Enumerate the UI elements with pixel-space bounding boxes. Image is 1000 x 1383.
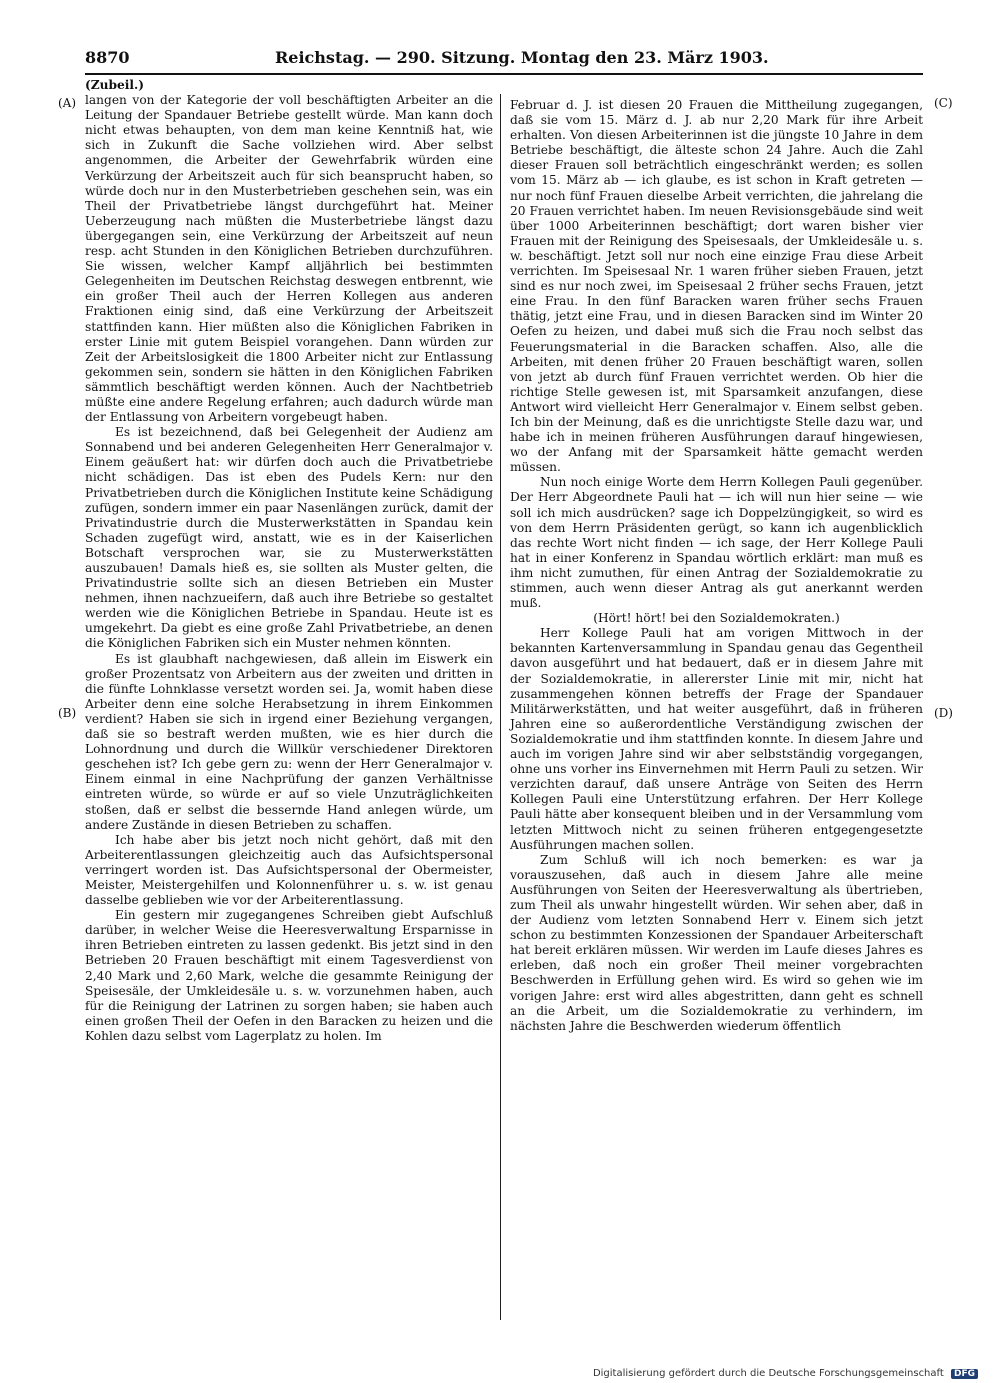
paragraph: Nun noch einige Worte dem Herrn Kollegen Pauli gegenüber. Der Herr Abgeordnete Pauli hat — ich will nun hier seine — wie soll ich mich ausdrücken? sage ich Doppelzüngigkeit, so wird es von dem Herrn Präsidenten gerügt, so kann ich augenblicklich das rechte Wort nicht finden — ich sage, der Herr Kollege Pauli hat in einer Konferenz in Spandau wörtlich erklärt: man muß es ihm nicht zumuthen, für einen Antrag der Sozialdemokratie zu stimmen, auch wenn dieser Antrag als gut anerkannt werden muß. bbox=[510, 475, 923, 611]
paragraph: Herr Kollege Pauli hat am vorigen Mittwoch in der bekannten Kartenversammlung in Spandau genau das Gegentheil davon ausgeführt und hat bedauert, daß er in diesem Jahre mit der Sozialdemokratie, in allererster Linie mit mir, nicht hat zusammengehen können betreffs der Frage der Spandauer Militärwerkstätten, und hat weiter ausgeführt, daß in früheren Jahren eine so außerordentliche Verständigung zwischen der Sozialdemokratie und ihm stattfinden konnte. In diesem Jahre und auch im vorigen Jahre sind wir aber selbstständig vorgegangen, ohne uns vorher ins Einvernehmen mit Herrn Pauli zu setzen. Wir verzichten darauf, daß unsere Anträge von Seiten des Herrn Kollegen Pauli eine Unterstützung erfahren. Der Herr Kollege Pauli hätte aber konsequent bleiben und in der Versammlung vom letzten Mittwoch nicht zu seinen früheren entgegengesetzte Ausführungen machen sollen. bbox=[510, 626, 923, 852]
paragraph: langen von der Kategorie der voll beschäftigten Arbeiter an die Leitung der Spandauer Betriebe gestellt würde. Man kann doch nicht etwas behaupten, von dem man keine Kenntniß hat, wie sich in Zukunft die Sache vollziehen wird. Aber selbst angenommen, die Arbeiter der Gewehrfabrik würden eine Verkürzung der Arbeitszeit auch für sich beansprucht haben, so würde doch nur in den Musterbetrieben geschehen sein, was ein Theil der Privatbetriebe längst durchgeführt hat. Meiner Ueberzeugung nach müßten die Musterbetriebe längst dazu übergegangen sein, eine Verkürzung der Arbeitszeit auf neun resp. acht Stunden in den Königlichen Betrieben durchzuführen. Sie wissen, welcher Kampf alljährlich bei bestimmten Gelegenheiten im Deutschen Reichstag deswegen entbrennt, wie ein großer Theil auch der Herren Kollegen aus anderen Fraktionen einig sind, daß eine Verkürzung der Arbeitszeit stattfinden kann. Hier müßten also die Königlichen Fabriken in erster Linie mit gutem Beispiel vorangehen. Dann würden zur Zeit der Arbeitslosigkeit die 1800 Arbeiter nicht zur Entlassung gekommen sein, sondern sie hätten in den Königlichen Fabriken sämmtlich beschäftigt werden können. Auch der Nachtbetrieb müßte eine andere Regelung erfahren; auch dadurch würde man der Entlassung von Arbeitern vorgebeugt haben. bbox=[85, 93, 493, 425]
credit-text: Digitalisierung gefördert durch die Deutsche Forschungsgemeinschaft bbox=[592, 1368, 944, 1379]
paragraph: Es ist glaubhaft nachgewiesen, daß allein im Eiswerk ein großer Prozentsatz von Arbeitern aus der zweiten und dritten in die fünfte Lohnklasse versetzt worden sei. Ja, womit haben diese Arbeiter denn eine solche Herabsetzung in ihrem Einkommen verdient? Haben sie sich in irgend einer Beziehung vergangen, daß sie so bestraft werden mußten, wie es hier durch die Lohnordnung und durch die Willkür verschiedener Direktoren geschehen ist? Ich gebe gern zu: wenn der Herr Generalmajor v. Einem einmal in eine Nachprüfung der ganzen Verhältnisse eintreten würde, so würde er auf so viele Unzuträglichkeiten stoßen, daß er selbst die bessernde Hand anlegen würde, um andere Zustände in diesen Betrieben zu schaffen. bbox=[85, 651, 493, 832]
running-head bbox=[85, 48, 923, 72]
running-title: Reichstag. — 290. Sitzung. Montag den 23. März 1903. bbox=[275, 48, 769, 67]
paragraph: Zum Schluß will ich noch bemerken: es war ja vorauszusehen, daß auch in diesem Jahre alle meine Ausführungen von Seiten der Heeresverwaltung als übertrieben, zum Theil als unwahr hingestellt würden. Wir sehen aber, daß in der Audienz vom letzten Sonnabend Herr v. Einem sich jetzt schon zu bestimmten Konzessionen der Spandauer Arbeiterschaft hat bereit erklären müssen. Wir werden im Laufe dieses Jahres es erleben, daß noch ein großer Theil meiner vorgebrachten Beschwerden in Erfüllung gehen wird. Es wird so gehen wie im vorigen Jahre: erst wird alles abgestritten, dann geht es schnell an die Arbeit, um die Sozialdemokratie zu verhindern, im nächsten Jahre die Beschwerden wiederum öffentlich bbox=[510, 852, 923, 1033]
left-column bbox=[85, 78, 493, 1044]
paragraph: Es ist bezeichnend, daß bei Gelegenheit der Audienz am Sonnabend und bei anderen Gelegenheiten Herr Generalmajor v. Einem geäußert hat: wir dürfen doch auch die Privatbetriebe nicht schädigen. Das ist eben des Pudels Kern: nur den Privatbetrieben durch die Königlichen Institute keine Schädigung zufügen, sondern immer ein paar Nasenlängen zurück, damit der Privatindustrie durch die Musterwerkstätten in Spandau kein Schaden zugefügt wird, anstatt, wie es in der Kaiserlichen Botschaft versprochen war, sie zu Musterwerkstätten auszubauen! Damals hieß es, sie sollten als Muster gelten, die Privatindustrie sollte sich an diesen Betrieben ein Muster nehmen, ihnen nachzueifern, daß auch ihre Betriebe so gestaltet werden wie die Königlichen Betriebe in Spandau. Heute ist es umgekehrt. Da giebt es eine große Zahl Privatbetriebe, an denen die Königlichen Fabriken sich ein Muster nehmen könnten. bbox=[85, 425, 493, 651]
right-column bbox=[510, 98, 923, 1034]
digitization-credit bbox=[593, 1368, 978, 1379]
column-divider bbox=[500, 94, 501, 1320]
header-rule bbox=[85, 73, 923, 75]
margin-marker-b: (B) bbox=[58, 706, 77, 720]
paragraph: Februar d. J. ist diesen 20 Frauen die Mittheilung zugegangen, daß sie vom 15. März d. J. ab nur 2,20 Mark für ihre Arbeit erhalten. Von diesen Arbeiterinnen ist die jüngste 10 Jahre in dem Betriebe beschäftigt, die älteste schon 24 Jahre. Auch die Zahl dieser Frauen soll beträchtlich eingeschränkt werden; es sollen vom 15. März ab — ich glaube, es ist schon in Kraft getreten — nur noch fünf Frauen dieselbe Arbeit verrichten, die jahrelang die 20 Frauen verrichtet haben. Im neuen Revisionsgebäude sind weit über 1000 Arbeiterinnen beschäftigt; dort waren bisher vier Frauen mit der Reinigung des Speisesaals, der Umkleidesäle u. s. w. beschäftigt. Jetzt soll nur noch eine einzige Frau diese Arbeit verrichten. Im Speisesaal Nr. 1 waren früher sieben Frauen, jetzt sind es nur noch zwei, im Speisesaal 2 früher sechs Frauen, jetzt eine Frau. In den fünf Baracken waren früher sechs Frauen thätig, jetzt eine Frau, und in diesen Baracken sind im Winter 20 Oefen zu heizen, und dabei muß sich die Frau noch selbst das Feuerungsmaterial in die Baracken schaffen. Also, alle die Arbeiten, mit denen früher 20 Frauen beschäftigt waren, sollen von jetzt ab durch fünf Frauen verrichtet werden. Ob hier die richtige Stelle gewesen ist, mit Sparsamkeit anzufangen, diese Antwort wird vielleicht Herr Generalmajor v. Einem selbst geben. Ich bin der Meinung, daß es die unrichtigste Stelle dazu war, und habe ich in meinen früheren Ausführungen darauf hingewiesen, wo der Anfang mit der Sparsamkeit hätte gemacht werden müssen. bbox=[510, 98, 923, 475]
paragraph: Ein gestern mir zugegangenes Schreiben giebt Aufschluß darüber, in welcher Weise die Heeresverwaltung Ersparnisse in ihren Betrieben eintreten zu lassen gedenkt. Bis jetzt sind in den Betrieben 20 Frauen beschäftigt mit einem Tagesverdienst von 2,40 Mark und 2,60 Mark, welche die gesammte Reinigung der Speisesäle, der Umkleidesäle u. s. w. vorzunehmen haben, auch für die Reinigung der Latrinen zu sorgen haben; sie haben auch einen großen Theil der Oefen in den Baracken zu heizen und die Kohlen dazu selbst vom Lagerplatz zu holen. Im bbox=[85, 908, 493, 1043]
page-number: 8870 bbox=[85, 48, 130, 67]
interjection: (Hört! hört! bei den Sozialdemokraten.) bbox=[593, 611, 840, 626]
speaker-label: (Zubeil.) bbox=[85, 78, 145, 92]
paragraph: Ich habe aber bis jetzt noch nicht gehört, daß mit den Arbeiterentlassungen gleichzeitig auch das Aufsichtspersonal verringert worden ist. Das Aufsichtspersonal der Obermeister, Meister, Meistergehilfen und Kolonnenführer u. s. w. ist genau dasselbe geblieben wie vor der Arbeiterentlassung. bbox=[85, 832, 493, 908]
margin-marker-a: (A) bbox=[58, 96, 77, 110]
dfg-logo-icon: DFG bbox=[951, 1369, 978, 1379]
margin-marker-c: (C) bbox=[934, 96, 953, 110]
margin-marker-d: (D) bbox=[934, 706, 953, 720]
